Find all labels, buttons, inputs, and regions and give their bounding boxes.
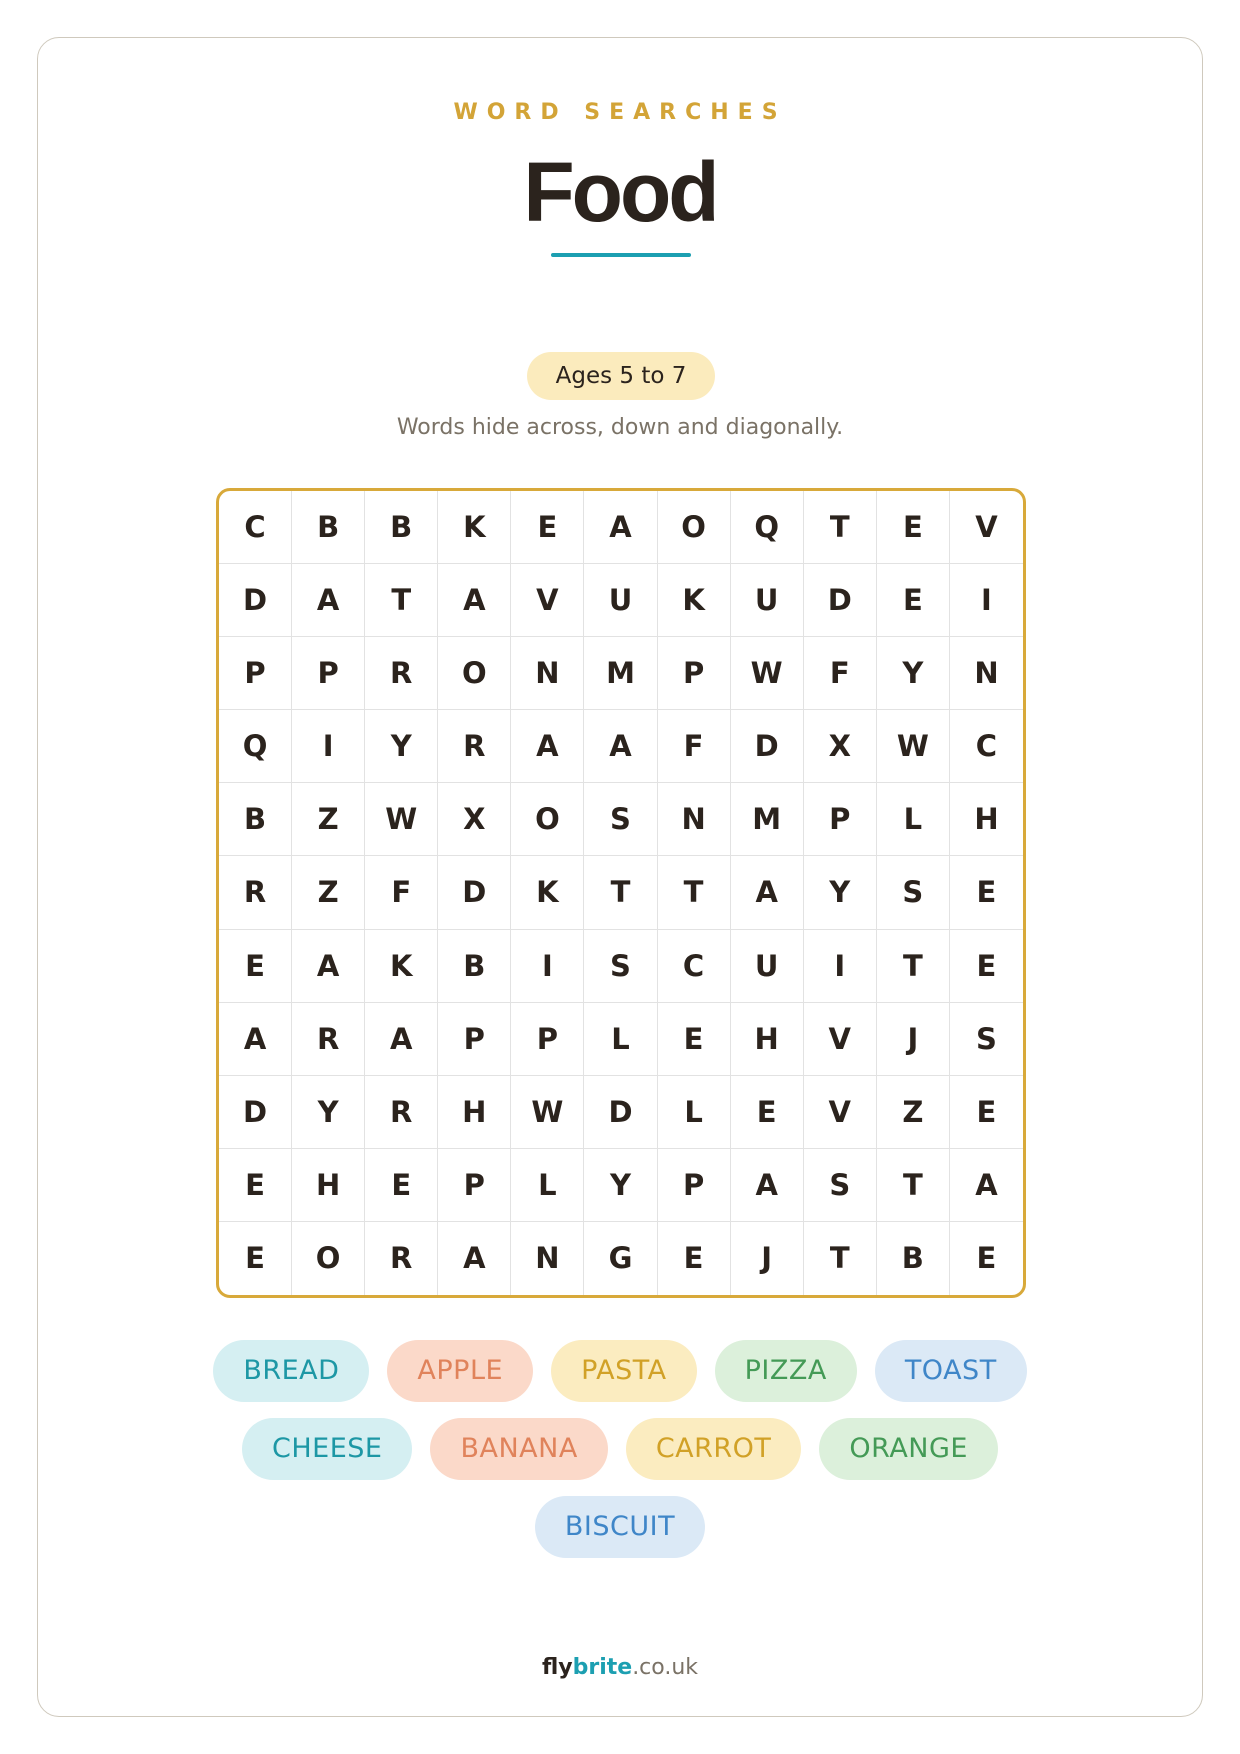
- word-chip-orange: ORANGE: [819, 1418, 998, 1480]
- grid-cell[interactable]: H: [438, 1076, 511, 1149]
- grid-cell[interactable]: A: [365, 1003, 438, 1076]
- grid-cell[interactable]: O: [438, 637, 511, 710]
- grid-cell[interactable]: E: [877, 491, 950, 564]
- grid-cell[interactable]: K: [438, 491, 511, 564]
- grid-cell[interactable]: S: [877, 856, 950, 929]
- grid-cell[interactable]: J: [877, 1003, 950, 1076]
- grid-cell[interactable]: T: [877, 930, 950, 1003]
- grid-cell[interactable]: I: [950, 564, 1023, 637]
- grid-cell[interactable]: D: [219, 564, 292, 637]
- grid-cell[interactable]: A: [950, 1149, 1023, 1222]
- grid-cell[interactable]: D: [438, 856, 511, 929]
- grid-cell[interactable]: K: [365, 930, 438, 1003]
- grid-cell[interactable]: K: [511, 856, 584, 929]
- grid-cell[interactable]: N: [511, 637, 584, 710]
- grid-cell[interactable]: Y: [292, 1076, 365, 1149]
- grid-cell[interactable]: N: [950, 637, 1023, 710]
- title-underline: [551, 253, 691, 257]
- grid-cell[interactable]: A: [731, 1149, 804, 1222]
- grid-cell[interactable]: W: [731, 637, 804, 710]
- grid-cell[interactable]: D: [584, 1076, 657, 1149]
- logo-tld: .co.uk: [632, 1655, 699, 1680]
- grid-cell[interactable]: P: [438, 1149, 511, 1222]
- grid-cell[interactable]: S: [584, 930, 657, 1003]
- grid-cell[interactable]: N: [658, 783, 731, 856]
- grid-cell[interactable]: Q: [731, 491, 804, 564]
- grid-cell[interactable]: B: [877, 1222, 950, 1295]
- grid-cell[interactable]: Z: [877, 1076, 950, 1149]
- grid-cell[interactable]: O: [658, 491, 731, 564]
- grid-cell[interactable]: R: [365, 1076, 438, 1149]
- logo-fly: fly: [541, 1655, 573, 1680]
- grid-cell[interactable]: F: [804, 637, 877, 710]
- grid-cell[interactable]: Y: [877, 637, 950, 710]
- grid-cell[interactable]: W: [877, 710, 950, 783]
- grid-cell[interactable]: E: [365, 1149, 438, 1222]
- grid-cell[interactable]: C: [658, 930, 731, 1003]
- grid-cell[interactable]: F: [658, 710, 731, 783]
- grid-cell[interactable]: L: [511, 1149, 584, 1222]
- grid-cell[interactable]: M: [731, 783, 804, 856]
- grid-cell[interactable]: W: [511, 1076, 584, 1149]
- grid-cell[interactable]: P: [658, 637, 731, 710]
- grid-cell[interactable]: L: [584, 1003, 657, 1076]
- grid-cell[interactable]: E: [731, 1076, 804, 1149]
- word-search-grid[interactable]: [216, 488, 1026, 1298]
- grid-cell[interactable]: P: [658, 1149, 731, 1222]
- grid-cell[interactable]: A: [438, 1222, 511, 1295]
- grid-cell[interactable]: R: [438, 710, 511, 783]
- grid-cell[interactable]: E: [219, 1222, 292, 1295]
- grid-cell[interactable]: T: [804, 491, 877, 564]
- grid-cell[interactable]: E: [976, 1241, 997, 1276]
- grid-cell[interactable]: T: [584, 856, 657, 929]
- word-chip-pasta: PASTA: [551, 1340, 697, 1402]
- logo-brite: brite: [572, 1655, 633, 1680]
- grid-cell[interactable]: K: [658, 564, 731, 637]
- grid-cell[interactable]: P: [804, 783, 877, 856]
- grid-cell[interactable]: O: [292, 1222, 365, 1295]
- grid-cell[interactable]: P: [438, 1003, 511, 1076]
- grid-cell[interactable]: I: [292, 710, 365, 783]
- grid-cell[interactable]: M: [584, 637, 657, 710]
- grid-cell[interactable]: B: [219, 783, 292, 856]
- grid-cell[interactable]: R: [219, 856, 292, 929]
- grid-cell[interactable]: T: [804, 1222, 877, 1295]
- grid-cell[interactable]: E: [950, 856, 1023, 929]
- grid-cell[interactable]: E: [950, 1076, 1023, 1149]
- page-title: Food: [523, 145, 717, 239]
- grid-cell[interactable]: R: [292, 1003, 365, 1076]
- grid-cell[interactable]: T: [365, 564, 438, 637]
- grid-cell[interactable]: A: [219, 1003, 292, 1076]
- grid-cell[interactable]: V: [804, 1003, 877, 1076]
- age-badge: Ages 5 to 7: [527, 352, 715, 400]
- grid-cell[interactable]: D: [731, 710, 804, 783]
- grid-cell[interactable]: R: [365, 1222, 438, 1295]
- grid-cell[interactable]: Q: [219, 710, 292, 783]
- grid-cell[interactable]: X: [438, 783, 511, 856]
- grid-cell[interactable]: I: [804, 930, 877, 1003]
- grid-cell[interactable]: E: [950, 930, 1023, 1003]
- grid-cell[interactable]: E: [219, 930, 292, 1003]
- grid-cell[interactable]: Y: [804, 856, 877, 929]
- grid-cell[interactable]: O: [511, 783, 584, 856]
- word-chip-bread: BREAD: [213, 1340, 369, 1402]
- grid-cell[interactable]: P: [511, 1003, 584, 1076]
- grid-cell[interactable]: S: [950, 1003, 1023, 1076]
- grid-cell[interactable]: E: [219, 1149, 292, 1222]
- word-chip-pizza: PIZZA: [715, 1340, 857, 1402]
- grid-cell[interactable]: E: [877, 564, 950, 637]
- grid-cell[interactable]: D: [219, 1076, 292, 1149]
- grid-cell[interactable]: H: [731, 1003, 804, 1076]
- grid-cell[interactable]: I: [511, 930, 584, 1003]
- grid-cell[interactable]: H: [292, 1149, 365, 1222]
- word-chip-carrot: CARROT: [626, 1418, 802, 1480]
- grid-cell[interactable]: E: [511, 491, 584, 564]
- grid-cell[interactable]: A: [511, 710, 584, 783]
- section-eyebrow: WORD SEARCHES: [453, 100, 787, 125]
- grid-cell[interactable]: L: [658, 1076, 731, 1149]
- grid-cell[interactable]: A: [292, 930, 365, 1003]
- grid-cell[interactable]: E: [658, 1003, 731, 1076]
- grid-cell[interactable]: Z: [292, 783, 365, 856]
- grid-cell[interactable]: A: [731, 856, 804, 929]
- grid-cell[interactable]: U: [584, 564, 657, 637]
- grid-cell[interactable]: F: [365, 856, 438, 929]
- grid-cell[interactable]: V: [950, 491, 1023, 564]
- grid-cell[interactable]: B: [438, 930, 511, 1003]
- grid-cell[interactable]: A: [584, 491, 657, 564]
- grid-cell[interactable]: X: [804, 710, 877, 783]
- grid-cell[interactable]: J: [731, 1222, 804, 1295]
- grid-cell[interactable]: B: [365, 491, 438, 564]
- grid-cell[interactable]: C: [950, 710, 1023, 783]
- grid-cell[interactable]: V: [804, 1076, 877, 1149]
- footer-logo[interactable]: [0, 1655, 1240, 1680]
- word-list: [150, 1340, 1090, 1558]
- grid-cell[interactable]: B: [292, 491, 365, 564]
- grid-cell[interactable]: Y: [365, 710, 438, 783]
- grid-cell[interactable]: R: [365, 637, 438, 710]
- grid-cell[interactable]: V: [511, 564, 584, 637]
- word-chip-toast: TOAST: [875, 1340, 1027, 1402]
- grid-cell[interactable]: S: [584, 783, 657, 856]
- grid-cell[interactable]: D: [804, 564, 877, 637]
- word-chip-apple: APPLE: [387, 1340, 533, 1402]
- grid-cell[interactable]: A: [584, 710, 657, 783]
- grid-cell[interactable]: E: [658, 1222, 731, 1295]
- grid-cell[interactable]: S: [804, 1149, 877, 1222]
- grid-cell[interactable]: U: [731, 930, 804, 1003]
- word-chip-biscuit: BISCUIT: [535, 1496, 705, 1558]
- grid-cell[interactable]: U: [731, 564, 804, 637]
- grid-cell[interactable]: W: [365, 783, 438, 856]
- grid-cell[interactable]: P: [292, 637, 365, 710]
- grid-cell[interactable]: Y: [584, 1149, 657, 1222]
- grid-cell[interactable]: C: [219, 491, 292, 564]
- word-chip-banana: BANANA: [430, 1418, 607, 1480]
- grid-cell[interactable]: N: [511, 1222, 584, 1295]
- grid-cell[interactable]: L: [877, 783, 950, 856]
- grid-cell[interactable]: T: [658, 856, 731, 929]
- grid-cell[interactable]: Z: [292, 856, 365, 929]
- instructions-text: Words hide across, down and diagonally.: [396, 415, 844, 440]
- grid-cell[interactable]: A: [438, 564, 511, 637]
- grid-cell[interactable]: H: [950, 783, 1023, 856]
- grid-cell[interactable]: G: [584, 1222, 657, 1295]
- grid-cell[interactable]: T: [877, 1149, 950, 1222]
- grid-cell[interactable]: P: [219, 637, 292, 710]
- word-chip-cheese: CHEESE: [242, 1418, 412, 1480]
- grid-cell[interactable]: A: [292, 564, 365, 637]
